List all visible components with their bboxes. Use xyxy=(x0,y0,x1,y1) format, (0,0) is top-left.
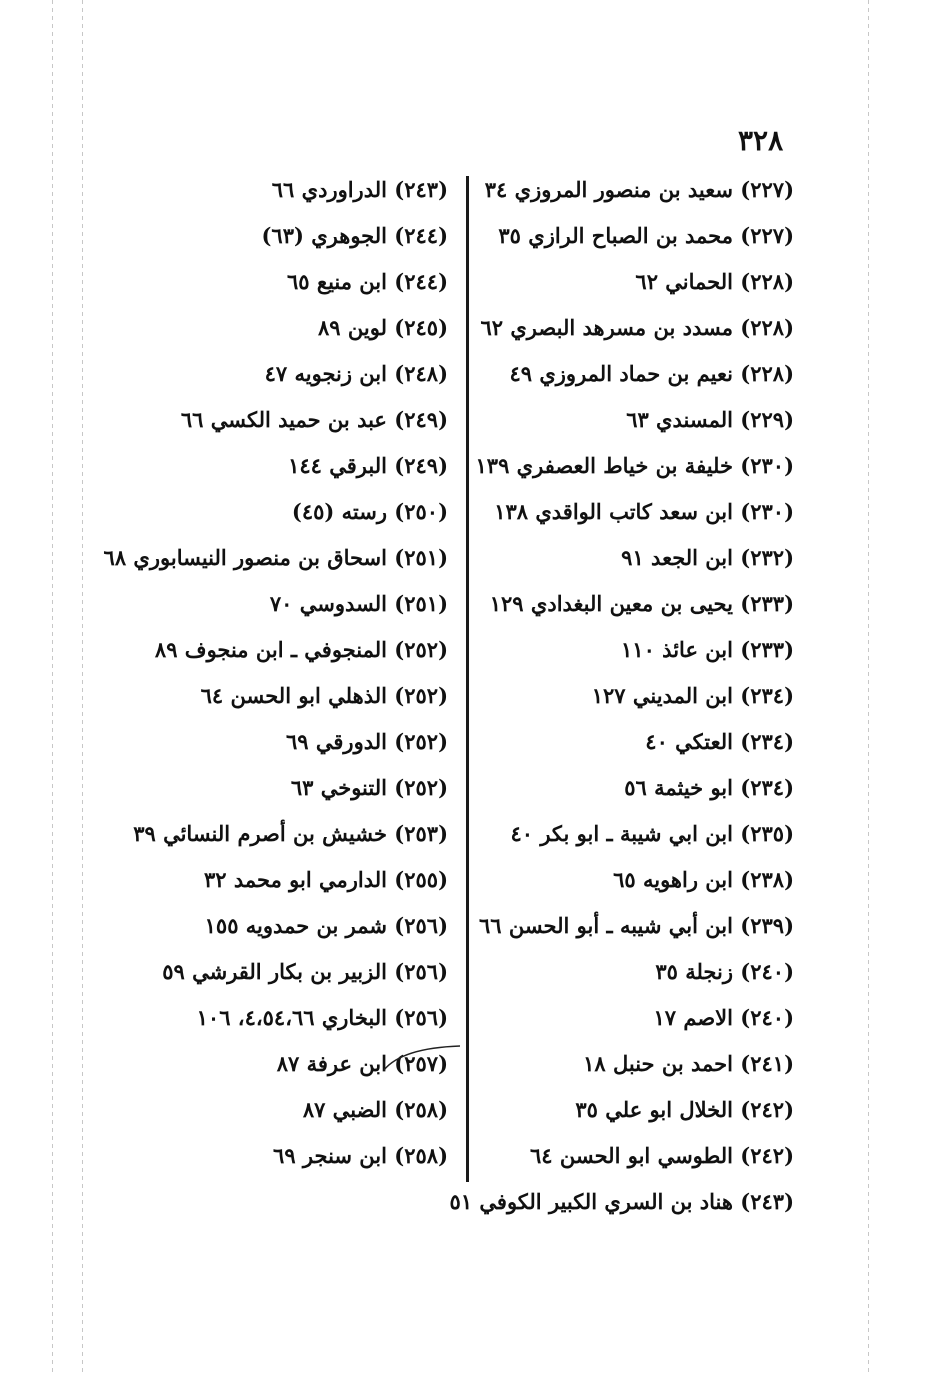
index-entry: (٢٣٥) ابن ابي شيبة ـ ابو بكر ٤٠ xyxy=(510,821,794,846)
page-number: ٣٢٨ xyxy=(738,124,784,157)
index-entry: (٢٣٤) العتكي ٤٠ xyxy=(645,729,794,754)
index-entry: (٢٥٢) التنوخي ٦٣ xyxy=(290,775,448,800)
index-entry: (٢٣٣) ابن عائذ ١١٠ xyxy=(621,637,794,662)
index-entry: (٢٣٤) ابو خيثمة ٥٦ xyxy=(624,775,794,800)
index-column-right xyxy=(449,167,794,1225)
index-entry: (٢٥٧) ابن عرفة ٨٧ xyxy=(276,1051,448,1076)
index-entry: (٢٤٢) الطوسي ابو الحسن ٦٤ xyxy=(530,1143,794,1168)
column-divider xyxy=(466,176,469,1182)
index-entry: (٢٢٧) محمد بن الصباح الرازي ٣٥ xyxy=(498,223,794,248)
index-entry: (٢٤٠) الاصم ١٧ xyxy=(653,1005,794,1030)
index-entry: (٢٤٤) ابن منيع ٦٥ xyxy=(287,269,448,294)
index-entry: (٢٥٥) الدارمي ابو محمد ٣٢ xyxy=(203,867,448,892)
index-entry: (٢٥٨) الضبي ٨٧ xyxy=(302,1097,448,1122)
index-entry: (٢٣٣) يحيى بن معين البغدادي ١٢٩ xyxy=(489,591,794,616)
index-entry: (٢٢٨) الحماني ٦٢ xyxy=(635,269,794,294)
index-entry: (٢٣٠) خليفة بن خياط العصفري ١٣٩ xyxy=(475,453,794,478)
index-entry: (٢٤١) احمد بن حنبل ١٨ xyxy=(583,1051,794,1076)
scan-margin-right xyxy=(868,0,869,1375)
index-entry: (٢٤٥) لوين ٨٩ xyxy=(318,315,448,340)
index-entry: (٢٥٢) الذهلي ابو الحسن ٦٤ xyxy=(200,683,448,708)
index-entry: (٢٥٦) البخاري ٤،٥٤،٦٦، ١٠٦ xyxy=(196,1005,448,1030)
index-entry: (٢٤٨) ابن زنجويه ٤٧ xyxy=(264,361,448,386)
index-column-left xyxy=(103,167,448,1179)
index-entry: (٢٥٨) ابن سنجر ٦٩ xyxy=(273,1143,448,1168)
index-entry: (٢٤٣) الدراوردي ٦٦ xyxy=(271,177,448,202)
index-entry: (٢٢٧) سعيد بن منصور المروزي ٣٤ xyxy=(484,177,794,202)
index-entry: (٢٥١) اسحاق بن منصور النيسابوري ٦٨ xyxy=(103,545,448,570)
index-entry: (٢٤٩) عبد بن حميد الكسي ٦٦ xyxy=(180,407,448,432)
index-entry: (٢٤٤) الجوهري (٦٣) xyxy=(261,223,448,248)
index-entry: (٢٣٢) ابن الجعد ٩١ xyxy=(621,545,794,570)
index-entry: (٢٥١) السدوسي ٧٠ xyxy=(269,591,448,616)
index-entry: (٢٤٣) هناد بن السري الكبير الكوفي ٥١ xyxy=(449,1189,794,1214)
index-entry: (٢٢٨) مسدد بن مسرهد البصري ٦٢ xyxy=(480,315,794,340)
index-entry: (٢٥٦) شمر بن حمدويه ١٥٥ xyxy=(204,913,448,938)
index-entry: (٢٥٠) رسته (٤٥) xyxy=(291,499,448,524)
scan-margin-left-inner xyxy=(82,0,83,1375)
index-entry: (٢٥٦) الزبير بن بكار القرشي ٥٩ xyxy=(162,959,448,984)
index-entry: (٢٥٣) خشيش بن أصرم النسائي ٣٩ xyxy=(133,821,448,846)
index-entry: (٢٣٠) ابن سعد كاتب الواقدي ١٣٨ xyxy=(494,499,794,524)
index-entry: (٢٤٠) زنجلة ٣٥ xyxy=(655,959,794,984)
index-entry: (٢٢٨) نعيم بن حماد المروزي ٤٩ xyxy=(509,361,794,386)
index-entry: (٢٥٢) الدورقي ٦٩ xyxy=(286,729,448,754)
scan-margin-left xyxy=(52,0,53,1375)
index-entry: (٢٣٩) ابن أبي شيبه ـ أبو الحسن ٦٦ xyxy=(478,913,794,938)
handwritten-curve-mark xyxy=(382,1044,462,1074)
index-entry: (٢٥٢) المنجوفي ـ ابن منجوف ٨٩ xyxy=(154,637,448,662)
index-entry: (٢٣٤) ابن المديني ١٢٧ xyxy=(591,683,794,708)
index-entry: (٢٤٢) الخلال ابو علي ٣٥ xyxy=(575,1097,794,1122)
index-entry: (٢٤٩) البرقي ١٤٤ xyxy=(288,453,448,478)
index-entry: (٢٢٩) المسندي ٦٣ xyxy=(626,407,794,432)
index-entry: (٢٣٨) ابن راهويه ٦٥ xyxy=(613,867,794,892)
